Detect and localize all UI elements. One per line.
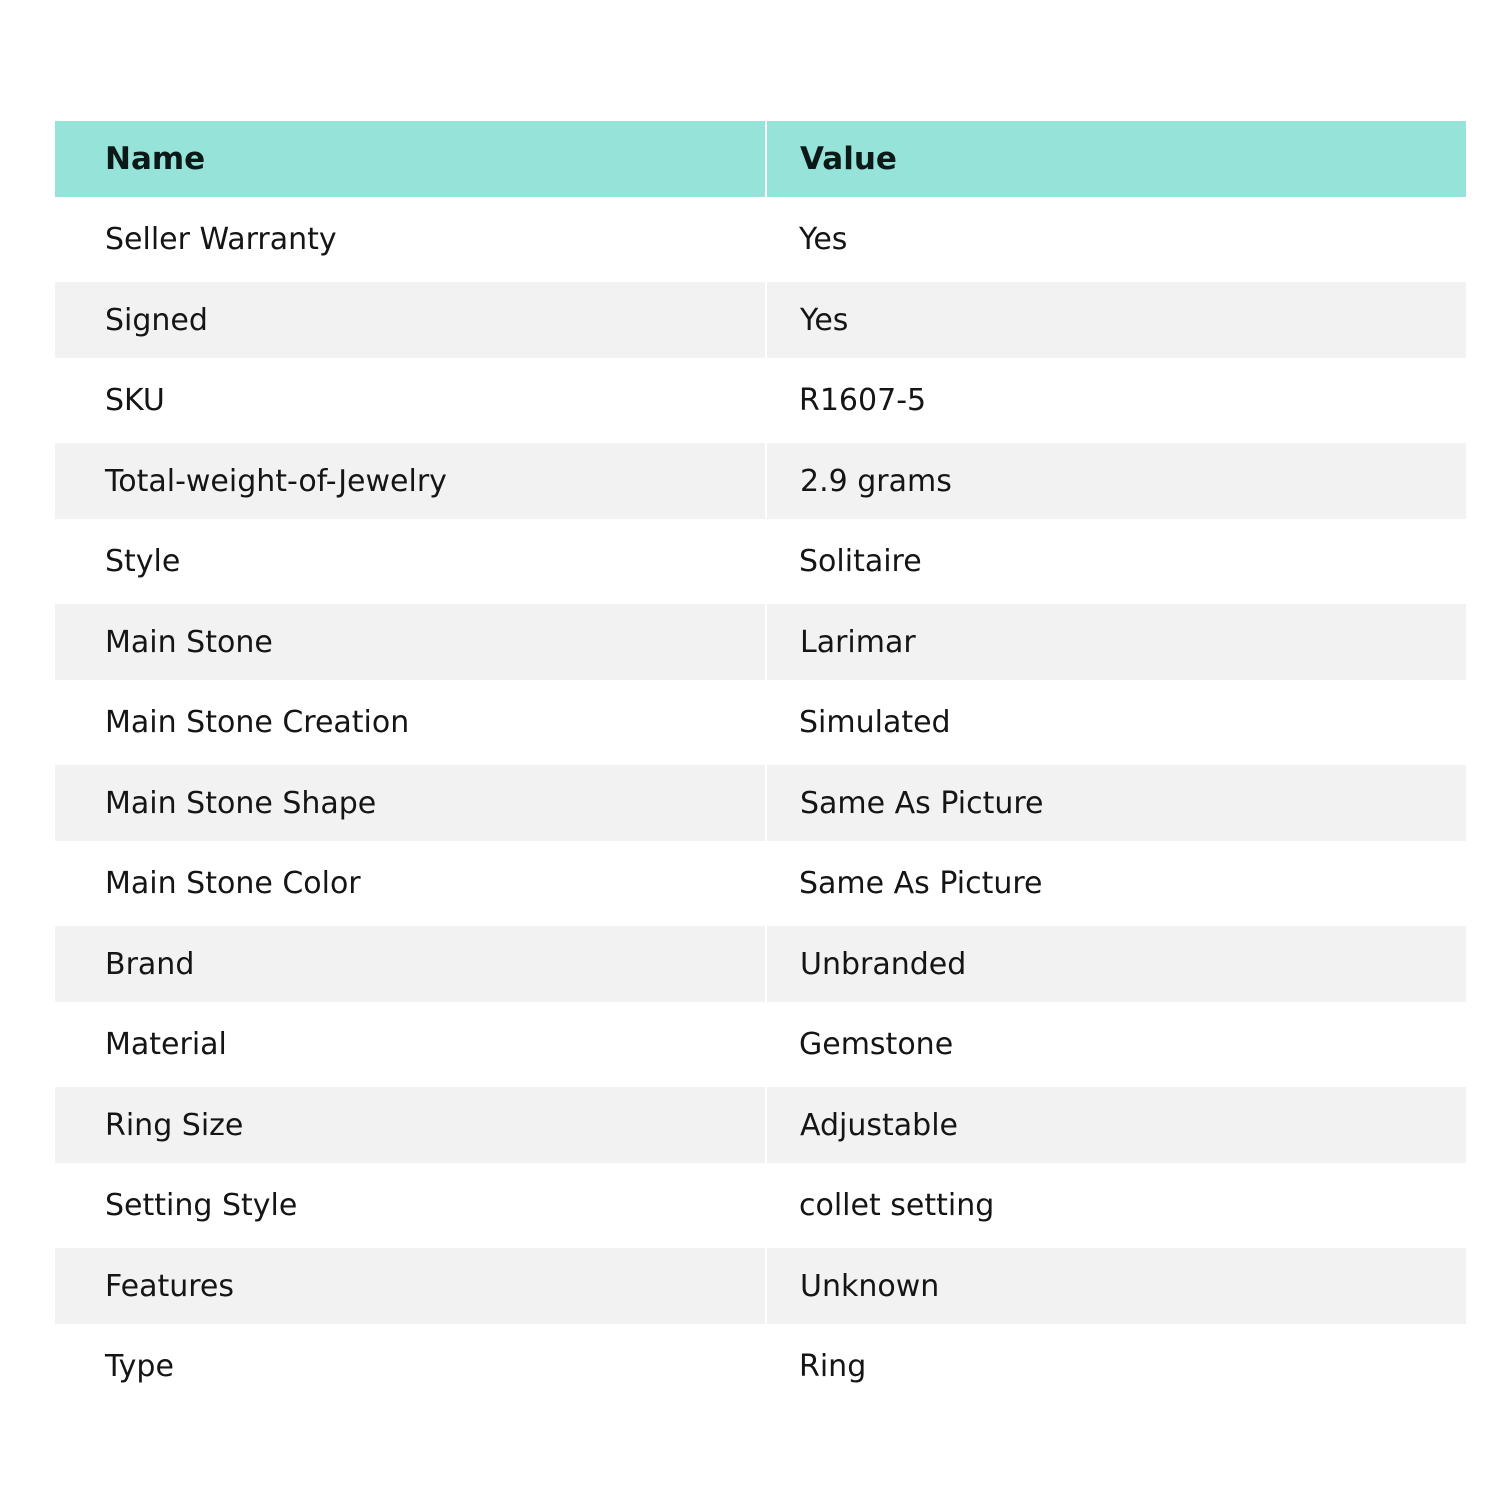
row-name: Material [55, 1002, 766, 1087]
row-name: SKU [55, 358, 766, 443]
row-value: Solitaire [766, 519, 1466, 604]
table-row [55, 519, 1466, 604]
row-name: Features [55, 1248, 766, 1324]
row-name: Total-weight-of-Jewelry [55, 443, 766, 519]
row-value: Yes [766, 197, 1466, 282]
row-value: Unknown [766, 1248, 1466, 1324]
row-name: Main Stone Creation [55, 680, 766, 765]
row-value: Yes [766, 282, 1466, 358]
table-row [55, 1248, 1466, 1324]
row-name: Type [55, 1324, 766, 1409]
row-value: Unbranded [766, 926, 1466, 1002]
row-name: Seller Warranty [55, 197, 766, 282]
row-value: Ring [766, 1324, 1466, 1409]
row-value: Same As Picture [766, 765, 1466, 841]
row-name: Signed [55, 282, 766, 358]
table-row [55, 1087, 1466, 1163]
table-row [55, 1163, 1466, 1248]
row-value: Simulated [766, 680, 1466, 765]
table-row [55, 926, 1466, 1002]
row-value: 2.9 grams [766, 443, 1466, 519]
table-row [55, 841, 1466, 926]
table-row [55, 1002, 1466, 1087]
row-value: R1607-5 [766, 358, 1466, 443]
row-name: Ring Size [55, 1087, 766, 1163]
row-name: Setting Style [55, 1163, 766, 1248]
table-row [55, 1324, 1466, 1409]
row-name: Main Stone Color [55, 841, 766, 926]
row-value: Gemstone [766, 1002, 1466, 1087]
row-name: Style [55, 519, 766, 604]
row-value: Same As Picture [766, 841, 1466, 926]
row-value: collet setting [766, 1163, 1466, 1248]
row-value: Adjustable [766, 1087, 1466, 1163]
table-row [55, 282, 1466, 358]
row-name: Main Stone [55, 604, 766, 680]
header-value: Value [766, 121, 1466, 197]
table-header [55, 121, 1466, 197]
table-row [55, 765, 1466, 841]
spec-table [55, 121, 1466, 1409]
table-row [55, 680, 1466, 765]
row-name: Brand [55, 926, 766, 1002]
row-value: Larimar [766, 604, 1466, 680]
table-row [55, 604, 1466, 680]
table-row [55, 443, 1466, 519]
header-row [55, 121, 1466, 197]
table-row [55, 358, 1466, 443]
header-name: Name [55, 121, 766, 197]
table-body [55, 197, 1466, 1409]
row-name: Main Stone Shape [55, 765, 766, 841]
table-row [55, 197, 1466, 282]
